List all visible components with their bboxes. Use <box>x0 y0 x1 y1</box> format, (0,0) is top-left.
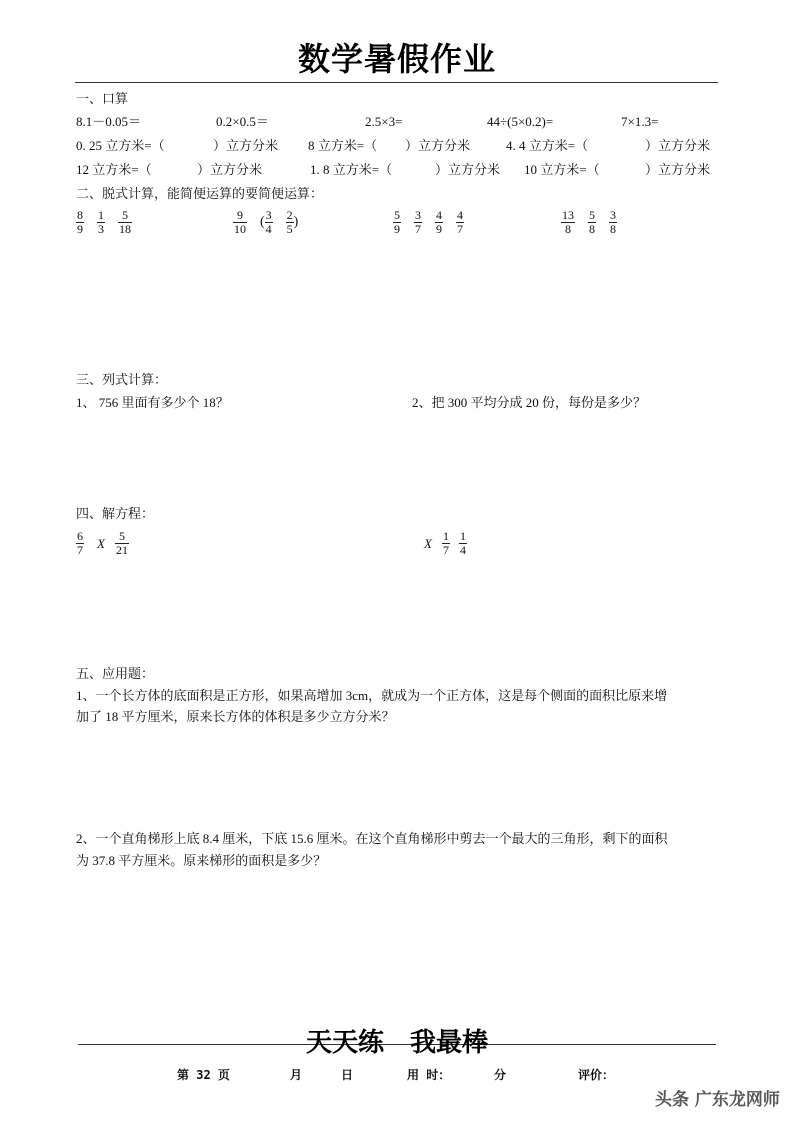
fraction: $\frac{1}{4}$ <box>459 529 466 557</box>
month-label: 月 <box>290 1068 303 1082</box>
section2-heading: 二、脱式计算，能简便运算的要简便运算： <box>76 186 324 201</box>
oral-calc-item: 8.1－0.05＝ <box>76 114 142 129</box>
minutes-label: 分 <box>494 1068 507 1082</box>
fraction: $\frac{5}{18}$ <box>119 208 131 236</box>
page-number: 第 32 页 <box>177 1068 230 1082</box>
application-q2-line1: 2、一个直角梯形上底 8.4 厘米，下底 15.6 厘米。在这个直角梯形中剪去一个最大的三角形，剩下的面积 <box>76 831 668 846</box>
fraction: $\frac{4}{9}$ <box>436 208 442 236</box>
oral-calc-item: 44÷(5×0.2)= <box>487 114 554 129</box>
unit-conv-post: ）立方分米 <box>645 162 711 177</box>
word-calc-question-1: 1、 756 里面有多少个 18？ <box>76 395 229 410</box>
fraction: $\frac{5}{8}$ <box>589 208 595 236</box>
unit-conv-pre: 12 立方米=（ <box>76 162 152 177</box>
oral-calc-item: 7×1.3= <box>621 114 659 129</box>
fraction: $\frac{1}{3}$ <box>98 208 104 236</box>
application-q1-line2: 加了 18 平方厘米，原来长方体的体积是多少立方分米？ <box>76 709 395 724</box>
section4-heading: 四、解方程： <box>76 506 155 521</box>
watermark: 头条 广东龙网师 <box>655 1090 780 1110</box>
application-q1-line1: 1、一个长方体的底面积是正方形，如果高增加 3cm，就成为一个正方体，这是每个侧面的面积比原来增 <box>76 688 668 703</box>
calc-problem-4 <box>561 209 626 236</box>
variable-x: X <box>424 535 432 551</box>
oral-calc-item: 2.5×3= <box>365 114 403 129</box>
equation-2 <box>424 530 476 557</box>
page-title: 数学暑假作业 <box>297 40 496 78</box>
fraction: $\frac{5}{21}$ <box>115 529 128 557</box>
fraction: $\frac{6}{7}$ <box>77 529 83 557</box>
unit-conv-pre: 1. 8 立方米=（ <box>310 162 393 177</box>
footer-slogan: 天天练 我最棒 <box>305 1028 488 1058</box>
word-calc-question-2: 2、把 300 平均分成 20 份，每份是多少？ <box>412 395 647 410</box>
time-label: 用 时： <box>407 1068 451 1082</box>
calc-problem-3 <box>393 209 473 236</box>
application-q2-line2: 为 37.8 平方厘米。原来梯形的面积是多少？ <box>76 853 327 868</box>
fraction: $\frac{3}{4}$ <box>265 208 272 236</box>
calc-problem-1 <box>76 209 141 236</box>
open-paren: ( <box>260 214 265 230</box>
oral-calc-item: 0.2×0.5＝ <box>216 114 269 129</box>
unit-conv-post: ）立方分米 <box>435 162 501 177</box>
day-label: 日 <box>341 1068 354 1082</box>
unit-conv-post: ）立方分米 <box>645 138 711 153</box>
calc-problem-2 <box>233 209 298 236</box>
fraction: $\frac{4}{7}$ <box>457 208 463 236</box>
unit-conv-pre: 4. 4 立方米=（ <box>506 138 589 153</box>
close-paren: ) <box>293 214 299 230</box>
unit-conv-pre: 0. 25 立方米=（ <box>76 138 165 153</box>
unit-conv-pre: 10 立方米=（ <box>524 162 600 177</box>
equation-1 <box>76 530 138 557</box>
unit-conv-post: ）立方分米 <box>405 138 471 153</box>
fraction: $\frac{13}{8}$ <box>562 208 574 236</box>
fraction: $\frac{5}{9}$ <box>394 208 400 236</box>
variable-x: X <box>97 535 105 551</box>
unit-conv-pre: 8 立方米=（ <box>308 138 378 153</box>
rating-label: 评价： <box>578 1068 615 1082</box>
fraction: $\frac{1}{7}$ <box>442 529 449 557</box>
unit-conv-post: ）立方分米 <box>197 162 263 177</box>
fraction: $\frac{3}{7}$ <box>415 208 421 236</box>
section1-heading: 一、口算 <box>76 91 129 106</box>
fraction: $\frac{3}{8}$ <box>610 208 616 236</box>
section5-heading: 五、应用题： <box>76 666 155 681</box>
unit-conv-post: ）立方分米 <box>213 138 279 153</box>
fraction: $\frac{9}{10}$ <box>234 208 246 236</box>
fraction: $\frac{2}{5}$ <box>286 208 293 236</box>
fraction: $\frac{8}{9}$ <box>77 208 83 236</box>
title-divider <box>75 82 718 83</box>
section3-heading: 三、列式计算： <box>76 372 168 387</box>
